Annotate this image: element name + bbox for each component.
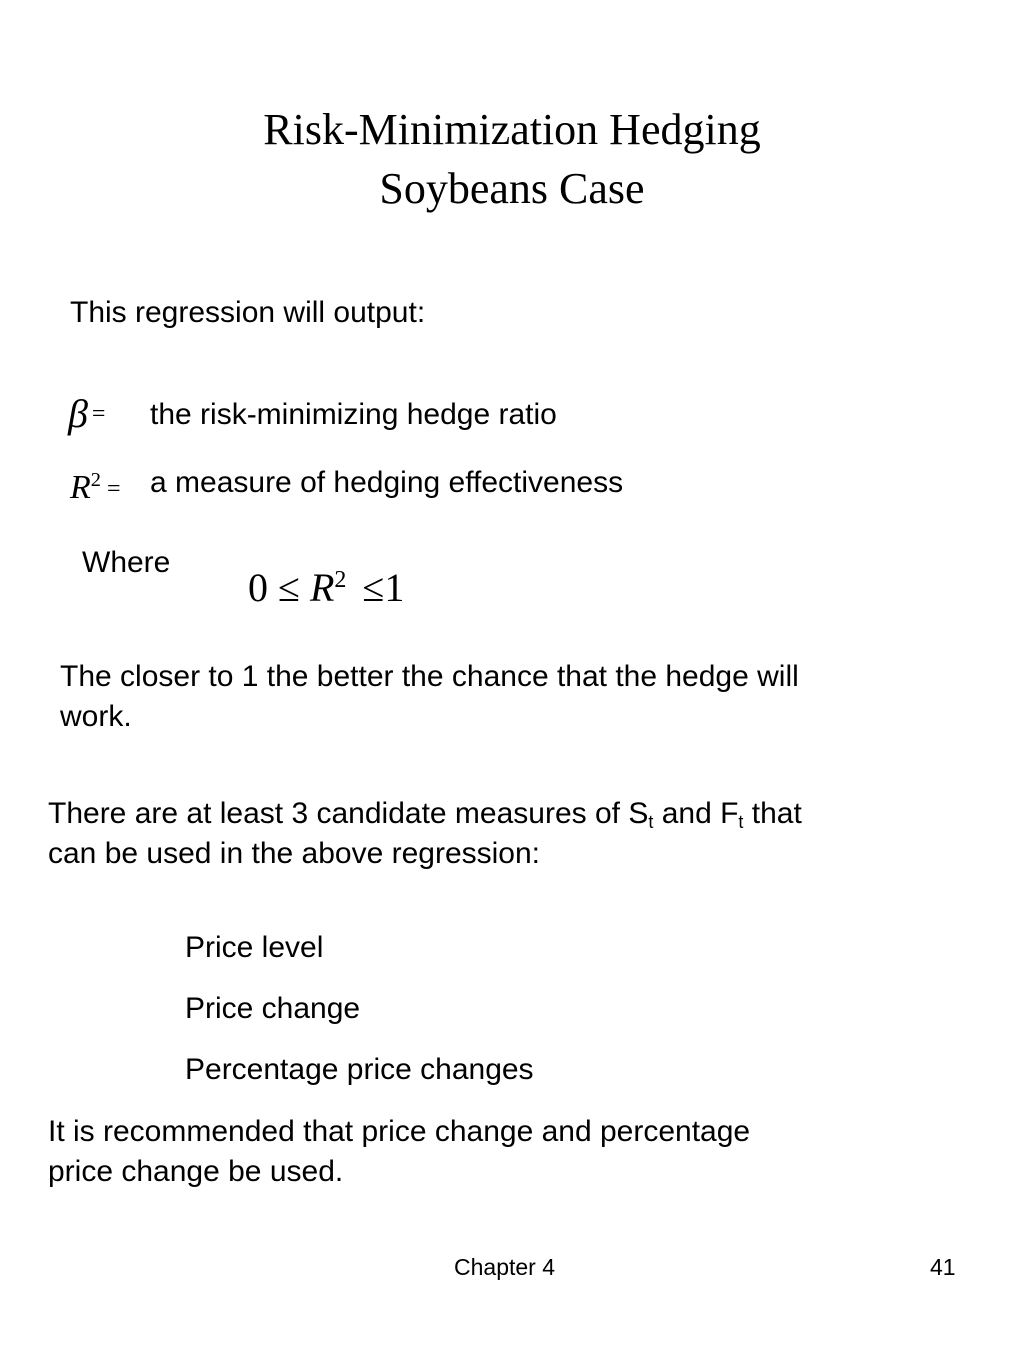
- definition-beta-text: the risk-minimizing hedge ratio: [150, 398, 557, 431]
- closer-line-2: work.: [60, 700, 132, 733]
- r-equals: =: [106, 476, 121, 502]
- measure-item-price-change: Price change: [185, 992, 361, 1025]
- candidates-line-2: can be used in the above regression:: [48, 837, 540, 870]
- slide-title-line-2: Soybeans Case: [379, 164, 645, 213]
- candidates-sub-f: t: [738, 811, 744, 832]
- definition-beta: [68, 392, 105, 436]
- inequality-var: R: [309, 565, 335, 610]
- inequality-lower: 0: [248, 565, 268, 610]
- r-superscript: 2: [90, 468, 101, 491]
- candidates-part-3: that: [743, 797, 802, 830]
- r-symbol: R: [70, 469, 91, 506]
- closer-line-1: The closer to 1 the better the chance that the hedge will: [60, 660, 799, 693]
- slide-title-line-1: Risk-Minimization Hedging: [263, 105, 761, 154]
- recommendation-line-2: price change be used.: [48, 1155, 344, 1188]
- definition-r-squared: [70, 468, 121, 509]
- inequality-leq-1: ≤: [278, 565, 300, 610]
- measure-item-price-level: Price level: [185, 931, 324, 964]
- candidates-line-1: [48, 794, 802, 834]
- inequality-upper: 1: [384, 565, 405, 610]
- beta-symbol: β: [68, 391, 88, 436]
- footer-page-number: 41: [930, 1254, 956, 1280]
- measure-item-percentage-price-changes: Percentage price changes: [185, 1053, 534, 1086]
- candidates-sub-s: t: [648, 811, 654, 832]
- definition-r-squared-text: a measure of hedging effectiveness: [150, 466, 624, 499]
- intro-text: This regression will output:: [70, 296, 426, 329]
- r-squared-inequality: [248, 564, 404, 612]
- recommendation-line-1: It is recommended that price change and percentage: [48, 1115, 751, 1148]
- inequality-leq-2: ≤: [362, 565, 385, 610]
- candidates-part-2: and F: [653, 797, 739, 830]
- inequality-power: 2: [334, 566, 347, 593]
- beta-equals: =: [91, 401, 106, 427]
- footer-chapter: Chapter 4: [454, 1254, 556, 1280]
- candidates-part-1: There are at least 3 candidate measures of S: [48, 797, 649, 830]
- where-label: Where: [82, 546, 171, 579]
